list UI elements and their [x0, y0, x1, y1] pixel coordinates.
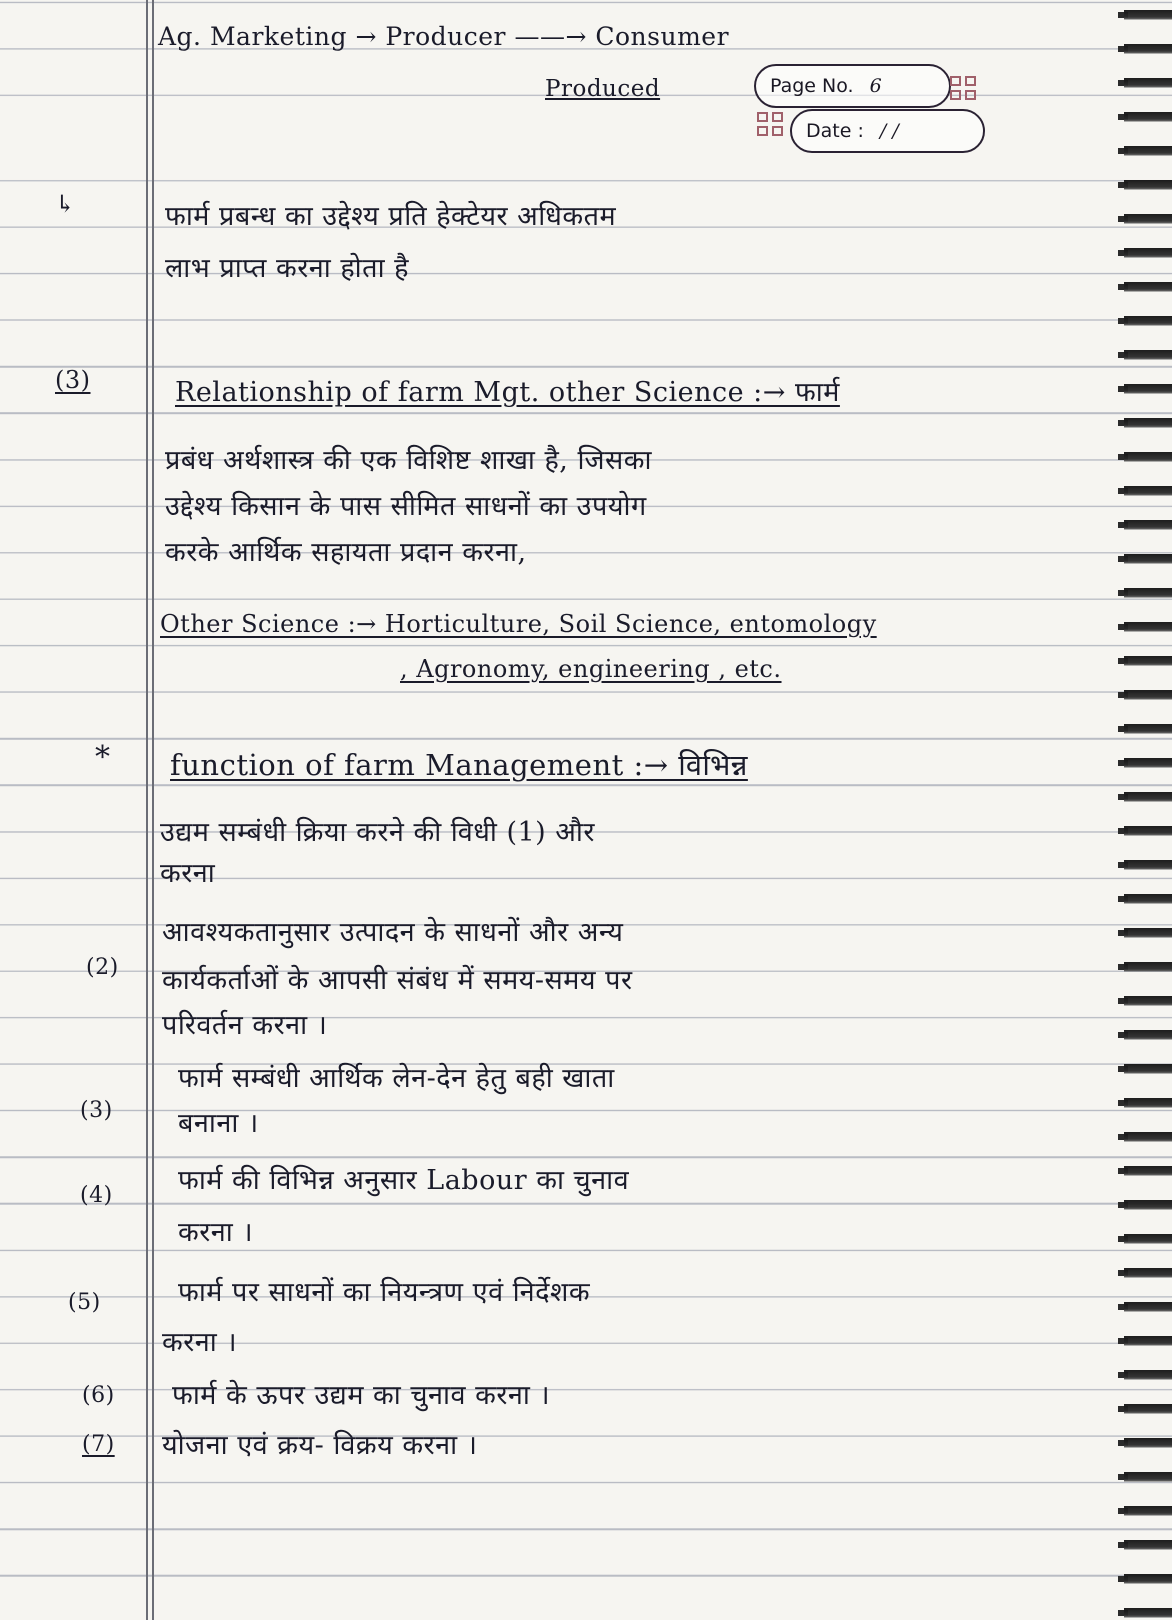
item-line: करना । — [162, 1327, 238, 1358]
page-number-label: Page No. — [770, 75, 854, 97]
item-number: (6) — [82, 1383, 115, 1408]
item-number: (7) — [82, 1432, 115, 1457]
text-line: करके आर्थिक सहायता प्रदान करना, — [165, 537, 527, 568]
grid-logo-icon — [950, 76, 976, 100]
text-line: करना — [160, 858, 216, 889]
page-number-value: 6 — [869, 75, 882, 97]
text-line: प्रबंध अर्थशास्त्र की एक विशिष्ट शाखा है, जिसका — [165, 445, 652, 476]
item-line: योजना एवं क्रय- विक्रय करना । — [162, 1430, 478, 1461]
text-line: उद्देश्य किसान के पास सीमित साधनों का उपयोग — [165, 491, 647, 522]
item-line: फार्म सम्बंधी आर्थिक लेन-देन हेतु बही खाता — [178, 1063, 615, 1094]
top-note: Ag. Marketing → Producer ——→ Consumer — [158, 22, 730, 51]
item-line: करना । — [178, 1217, 254, 1248]
section-heading: Relationship of farm Mgt. other Science :→ फार्म — [175, 377, 840, 408]
text-line: , Agronomy, engineering , etc. — [400, 655, 782, 683]
date-box — [790, 109, 985, 153]
date-value: / / — [879, 120, 899, 142]
section-number: (3) — [55, 366, 91, 394]
margin-line — [152, 0, 154, 1620]
spiral-binding — [1124, 0, 1172, 1620]
text-line: Other Science :→ Horticulture, Soil Science, entomology — [160, 610, 877, 638]
grid-logo-icon — [757, 112, 783, 136]
item-line: परिवर्तन करना । — [162, 1010, 328, 1041]
item-line: आवश्यकतानुसार उत्पादन के साधनों और अन्य — [162, 917, 624, 948]
margin-line — [146, 0, 148, 1620]
top-sub-note: Produced — [545, 76, 661, 102]
item-number: (4) — [80, 1183, 113, 1208]
item-number: (5) — [68, 1290, 101, 1315]
item-number: (3) — [80, 1098, 113, 1123]
date-label: Date : — [806, 120, 864, 142]
item-line: बनाना । — [178, 1108, 259, 1139]
page-number-box — [754, 64, 951, 108]
text-line: फार्म प्रबन्ध का उद्देश्य प्रति हेक्टेयर अधिकतम — [165, 201, 617, 232]
section-heading: function of farm Management :→ विभिन्न — [170, 748, 748, 782]
text-line: उद्यम सम्बंधी क्रिया करने की विधी (1) और — [160, 817, 595, 848]
text-line: लाभ प्राप्त करना होता है — [165, 253, 409, 284]
item-number: (2) — [86, 955, 119, 980]
item-line: फार्म पर साधनों का नियन्त्रण एवं निर्देशक — [178, 1277, 591, 1308]
item-line: कार्यकर्ताओं के आपसी संबंध में समय-समय पर — [162, 965, 633, 996]
item-line: फार्म के ऊपर उद्यम का चुनाव करना । — [172, 1380, 551, 1411]
item-line: फार्म की विभिन्न अनुसार Labour का चुनाव — [178, 1165, 630, 1196]
star-marker: * — [95, 740, 111, 775]
arrow-marker: ↳ — [55, 190, 76, 218]
